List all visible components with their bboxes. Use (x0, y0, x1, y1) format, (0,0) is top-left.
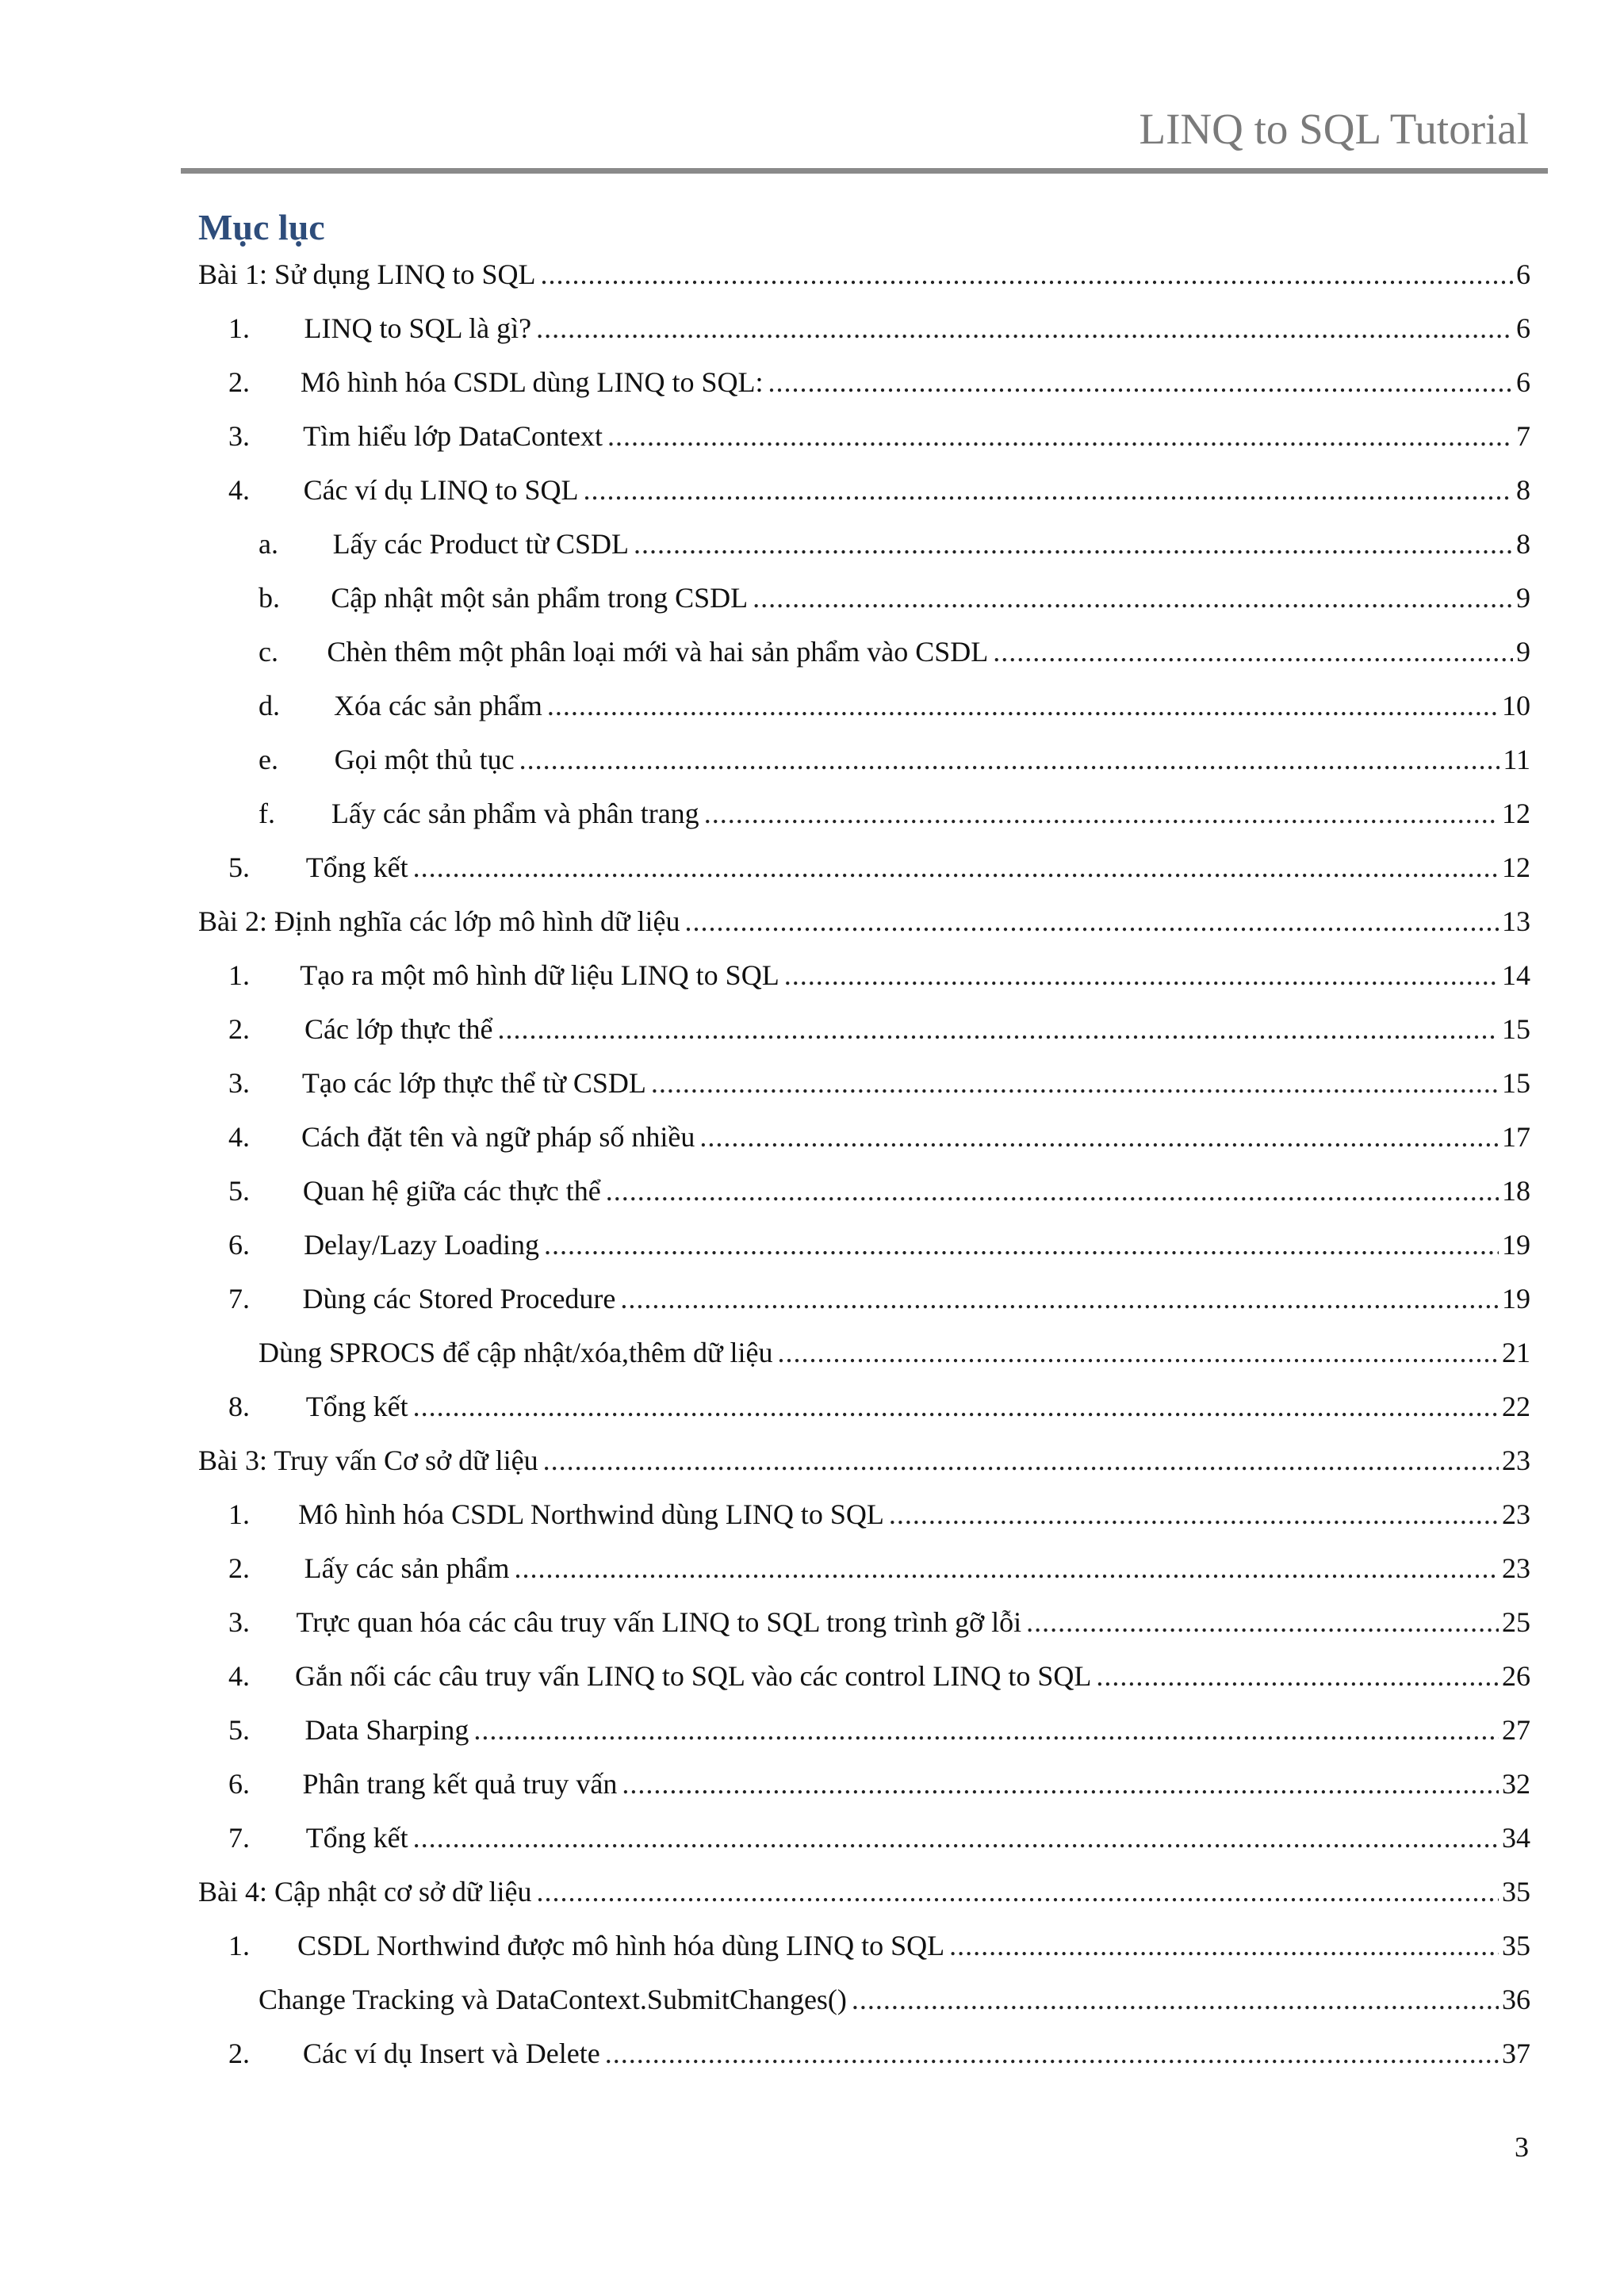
toc-entry-title: Phân trang kết quả truy vấn (302, 1768, 618, 1800)
running-header: LINQ to SQL Tutorial (1139, 105, 1529, 153)
toc-entry-number: 5. (228, 1175, 250, 1207)
toc-entry[interactable] (198, 1817, 1530, 1858)
toc-entry-page: 8 (1516, 528, 1530, 560)
toc-entry-title: Dùng SPROCS để cập nhật/xóa,thêm dữ liệu (259, 1337, 773, 1368)
toc-entry-page: 25 (1502, 1606, 1530, 1638)
toc-dot-leader (753, 577, 1513, 618)
toc-entry-page: 23 (1502, 1498, 1530, 1530)
toc-entry-number: 4. (228, 1121, 250, 1153)
toc-entry-page: 8 (1516, 474, 1530, 506)
toc-entry-number: 8. (228, 1391, 250, 1422)
toc-title: Mục lục (198, 207, 325, 247)
toc-entry-title: Cập nhật một sản phẩm trong CSDL (331, 582, 749, 614)
toc-entry[interactable] (198, 901, 1530, 942)
toc-entry[interactable] (198, 1278, 1530, 1319)
toc-entry[interactable] (198, 1008, 1530, 1050)
toc-entry[interactable] (198, 577, 1530, 618)
toc-dot-leader (622, 1763, 1499, 1804)
toc-entry-number: c. (259, 636, 278, 668)
toc-entry[interactable] (198, 1925, 1530, 1966)
toc-entry-number: 6. (228, 1229, 250, 1261)
toc-entry[interactable] (198, 1332, 1530, 1373)
toc-entry[interactable] (198, 1224, 1530, 1265)
toc-entry-title: Gắn nối các câu truy vấn LINQ to SQL vào các control LINQ to SQL (295, 1660, 1092, 1692)
toc-entry-title: Cách đặt tên và ngữ pháp số nhiều (301, 1121, 695, 1153)
toc-entry-title: Xóa các sản phẩm (334, 690, 542, 721)
toc-dot-leader (537, 1871, 1499, 1912)
toc-entry[interactable] (198, 469, 1530, 511)
toc-dot-leader (699, 1116, 1499, 1158)
toc-dot-leader (784, 955, 1499, 996)
toc-entry[interactable] (198, 1709, 1530, 1751)
toc-dot-leader (544, 1224, 1499, 1265)
toc-dot-leader (605, 2033, 1499, 2074)
toc-entry-page: 6 (1516, 258, 1530, 290)
toc-entry-title: Tổng kết (305, 1822, 408, 1854)
toc-entry-title: Dùng các Stored Procedure (302, 1283, 616, 1314)
toc-entry-page: 21 (1502, 1337, 1530, 1368)
toc-entry-title: Các lớp thực thể (304, 1013, 493, 1045)
toc-entry-page: 34 (1502, 1822, 1530, 1854)
toc-entry-number: 4. (228, 474, 250, 506)
toc-dot-leader (543, 1440, 1499, 1481)
toc-entry-page: 9 (1516, 582, 1530, 614)
toc-entry-number: 2. (228, 2038, 250, 2069)
toc-entry-title: Tạo ra một mô hình dữ liệu LINQ to SQL (300, 959, 779, 991)
toc-entry-number: 3. (228, 1606, 250, 1638)
toc-dot-leader (1096, 1655, 1499, 1697)
toc-entry-title: Chèn thêm một phân loại mới và hai sản phẩm vào CSDL (327, 636, 989, 668)
toc-entry-title: Change Tracking và DataContext.SubmitChanges() (259, 1984, 847, 2015)
toc-entry-number: e. (259, 744, 278, 775)
toc-entry[interactable] (198, 1871, 1530, 1912)
toc-entry-page: 12 (1502, 798, 1530, 829)
toc-entry-page: 27 (1502, 1714, 1530, 1746)
toc-dot-leader (889, 1494, 1499, 1535)
toc-entry-number: 5. (228, 1714, 250, 1746)
toc-entry-number: 1. (228, 312, 250, 344)
page-number: 3 (1515, 2131, 1529, 2163)
toc-entry-number: 7. (228, 1283, 250, 1314)
toc-dot-leader (852, 1979, 1499, 2020)
toc-entry-title: Lấy các sản phẩm (304, 1552, 510, 1584)
toc-entry-number: 6. (228, 1768, 250, 1800)
toc-dot-leader (777, 1332, 1499, 1373)
toc-entry-title: Data Sharping (304, 1714, 469, 1746)
toc-entry[interactable] (198, 739, 1530, 780)
toc-entry-title: Gọi một thủ tục (334, 744, 515, 775)
toc-entry[interactable] (198, 955, 1530, 996)
toc-entry-page: 36 (1502, 1984, 1530, 2015)
toc-entry-page: 35 (1502, 1876, 1530, 1908)
toc-entry[interactable] (198, 1979, 1530, 2020)
toc-entry[interactable] (198, 1062, 1530, 1104)
toc-entry-page: 7 (1516, 420, 1530, 452)
toc-entry[interactable] (198, 1494, 1530, 1535)
toc-entry[interactable] (198, 1170, 1530, 1211)
toc-entry-number: 1. (228, 959, 250, 991)
toc-dot-leader (949, 1925, 1499, 1966)
toc-entry-title: Bài 3: Truy vấn Cơ sở dữ liệu (198, 1445, 538, 1476)
toc-entry-page: 26 (1502, 1660, 1530, 1692)
toc-entry-page: 13 (1502, 905, 1530, 937)
toc-entry-number: d. (259, 690, 280, 721)
toc-entry[interactable] (198, 1763, 1530, 1804)
toc-dot-leader (620, 1278, 1499, 1319)
toc-entry[interactable] (198, 1601, 1530, 1643)
toc-entry[interactable] (198, 1116, 1530, 1158)
toc-entry-page: 17 (1502, 1121, 1530, 1153)
toc-dot-leader (515, 1548, 1499, 1589)
toc-dot-leader (547, 685, 1499, 726)
toc-entry[interactable] (198, 415, 1530, 457)
toc-dot-leader (768, 362, 1513, 403)
toc-entry-title: Bài 1: Sử dụng LINQ to SQL (198, 258, 536, 290)
toc-entry-number: 3. (228, 420, 250, 452)
toc-entry-title: Các ví dụ Insert và Delete (302, 2038, 600, 2069)
toc-entry-page: 15 (1502, 1013, 1530, 1045)
toc-entry-title: Lấy các Product từ CSDL (332, 528, 629, 560)
toc-entry-page: 6 (1516, 366, 1530, 398)
toc-entry-page: 15 (1502, 1067, 1530, 1099)
toc-entry-number: a. (259, 528, 278, 560)
toc-entry[interactable] (198, 1386, 1530, 1427)
toc-entry[interactable] (198, 847, 1530, 888)
toc-dot-leader (413, 1817, 1499, 1858)
toc-entry[interactable] (198, 631, 1530, 672)
toc-entry-page: 22 (1502, 1391, 1530, 1422)
toc-entry-title: Mô hình hóa CSDL Northwind dùng LINQ to SQL (298, 1498, 884, 1530)
toc-entry-title: Trực quan hóa các câu truy vấn LINQ to SQL trong trình gỡ lỗi (296, 1606, 1022, 1638)
toc-dot-leader (473, 1709, 1499, 1751)
toc-dot-leader (651, 1062, 1499, 1104)
toc-entry-title: Lấy các sản phẩm và phân trang (331, 798, 699, 829)
toc-entry-number: f. (259, 798, 275, 829)
toc-entry-title: Bài 2: Định nghĩa các lớp mô hình dữ liệu (198, 905, 680, 937)
toc-entry-title: CSDL Northwind được mô hình hóa dùng LINQ to SQL (297, 1930, 945, 1961)
toc-entry[interactable] (198, 1440, 1530, 1481)
toc-entry-page: 32 (1502, 1768, 1530, 1800)
toc-entry-number: 1. (228, 1930, 250, 1961)
toc-entry-title: Tổng kết (305, 1391, 408, 1422)
toc-entry-title: Mô hình hóa CSDL dùng LINQ to SQL: (300, 366, 764, 398)
toc-entry-number: 3. (228, 1067, 250, 1099)
toc-entry-page: 14 (1502, 959, 1530, 991)
toc-dot-leader (684, 901, 1499, 942)
toc-entry-title: Tìm hiểu lớp DataContext (303, 420, 603, 452)
toc-dot-leader (993, 631, 1513, 672)
toc-entry[interactable] (198, 362, 1530, 403)
toc-entry-title: Bài 4: Cập nhật cơ sở dữ liệu (198, 1876, 532, 1908)
toc-entry-number: 7. (228, 1822, 250, 1854)
toc-dot-leader (541, 254, 1513, 295)
toc-dot-leader (413, 1386, 1499, 1427)
toc-entry[interactable] (198, 2033, 1530, 2074)
toc-entry-page: 23 (1502, 1552, 1530, 1584)
toc-entry-number: 1. (228, 1498, 250, 1530)
toc-entry-page: 12 (1502, 851, 1530, 883)
toc-entry[interactable] (198, 1655, 1530, 1697)
toc-entry-number: 2. (228, 1013, 250, 1045)
toc-dot-leader (606, 1170, 1499, 1211)
toc-entry-title: Delay/Lazy Loading (304, 1229, 539, 1261)
toc-entry-page: 37 (1502, 2038, 1530, 2069)
toc-entry-number: b. (259, 582, 280, 614)
toc-dot-leader (519, 739, 1500, 780)
toc-entry[interactable] (198, 685, 1530, 726)
toc-entry[interactable] (198, 793, 1530, 834)
toc-entry[interactable] (198, 254, 1530, 295)
toc-entry-page: 10 (1502, 690, 1530, 721)
toc-entry-number: 4. (228, 1660, 250, 1692)
toc-entry-page: 6 (1516, 312, 1530, 344)
toc-entry-page: 11 (1503, 744, 1530, 775)
toc-entry-page: 35 (1502, 1930, 1530, 1961)
toc-entry[interactable] (198, 523, 1530, 564)
toc-dot-leader (1026, 1601, 1499, 1643)
toc-entry-page: 19 (1502, 1229, 1530, 1261)
toc-entry-title: Quan hệ giữa các thực thể (302, 1175, 601, 1207)
toc-entry-title: Các ví dụ LINQ to SQL (303, 474, 579, 506)
toc-entry-page: 19 (1502, 1283, 1530, 1314)
toc-dot-leader (607, 415, 1513, 457)
toc-entry-number: 5. (228, 851, 250, 883)
toc-dot-leader (536, 308, 1513, 349)
toc-entry-title: Tạo các lớp thực thể từ CSDL (301, 1067, 646, 1099)
toc-entry-page: 9 (1516, 636, 1530, 668)
toc-entry-number: 2. (228, 1552, 250, 1584)
toc-dot-leader (413, 847, 1499, 888)
toc-entry-page: 23 (1502, 1445, 1530, 1476)
toc-dot-leader (704, 793, 1499, 834)
toc-entry[interactable] (198, 1548, 1530, 1589)
toc-entry-title: LINQ to SQL là gì? (304, 312, 532, 344)
toc-dot-leader (634, 523, 1513, 564)
header-divider (181, 168, 1548, 174)
toc-dot-leader (584, 469, 1513, 511)
toc-entry-number: 2. (228, 366, 250, 398)
toc-entry-title: Tổng kết (305, 851, 408, 883)
toc-entry[interactable] (198, 308, 1530, 349)
toc-dot-leader (497, 1008, 1499, 1050)
toc-entry-page: 18 (1502, 1175, 1530, 1207)
